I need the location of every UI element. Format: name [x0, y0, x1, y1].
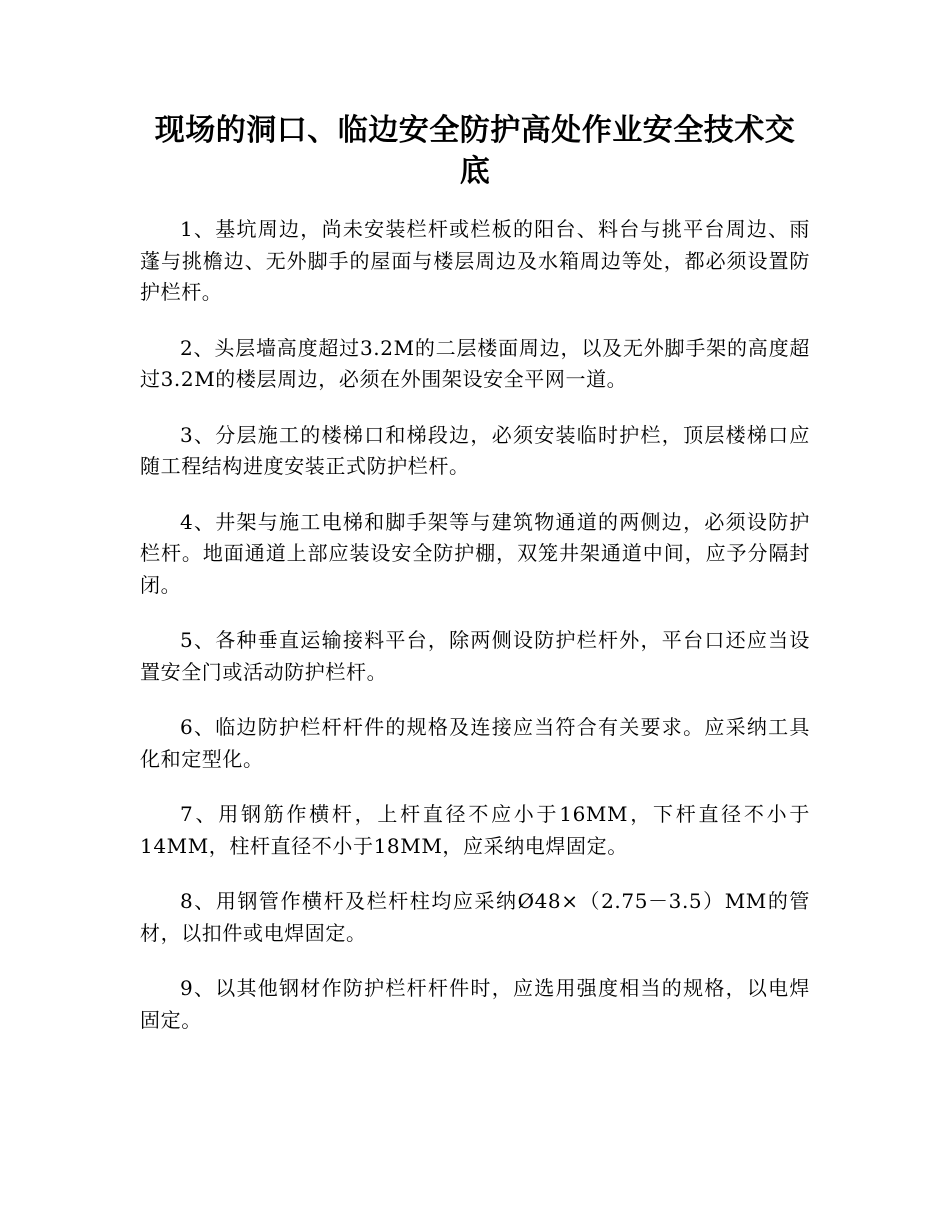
paragraph-6: 6、临边防护栏杆杆件的规格及连接应当符合有关要求。应采纳工具化和定型化。: [140, 715, 810, 771]
paragraph-4: 4、井架与施工电梯和脚手架等与建筑物通道的两侧边，必须设防护栏杆。地面通道上部应装设安全防护棚，双笼井架通道中间，应予分隔封闭。: [140, 509, 810, 597]
paragraph-7: 7、用钢筋作横杆，上杆直径不应小于16MM，下杆直径不小于14MM，柱杆直径不小于18MM，应采纳电焊固定。: [140, 802, 810, 858]
paragraph-9: 9、以其他钢材作防护栏杆杆件时，应选用强度相当的规格，以电焊固定。: [140, 976, 810, 1032]
document-page: [140, 110, 810, 1060]
paragraph-8: 8、用钢管作横杆及栏杆柱均应采纳Ø48×（2.75－3.5）MM的管材，以扣件或电焊固定。: [140, 889, 810, 945]
paragraph-5: 5、各种垂直运输接料平台，除两侧设防护栏杆外，平台口还应当设置安全门或活动防护栏杆。: [140, 628, 810, 684]
paragraph-3: 3、分层施工的楼梯口和梯段边，必须安装临时护栏，顶层楼梯口应随工程结构进度安装正式防护栏杆。: [140, 422, 810, 478]
paragraph-1: 1、基坑周边，尚未安装栏杆或栏板的阳台、料台与挑平台周边、雨蓬与挑檐边、无外脚手的屋面与楼层周边及水箱周边等处，都必须设置防护栏杆。: [140, 217, 810, 304]
paragraph-2: 2、头层墙高度超过3.2M的二层楼面周边，以及无外脚手架的高度超过3.2M的楼层周边，必须在外围架设安全平网一道。: [140, 335, 810, 391]
document-title: 现场的洞口、临边安全防护高处作业安全技术交底: [154, 113, 796, 189]
